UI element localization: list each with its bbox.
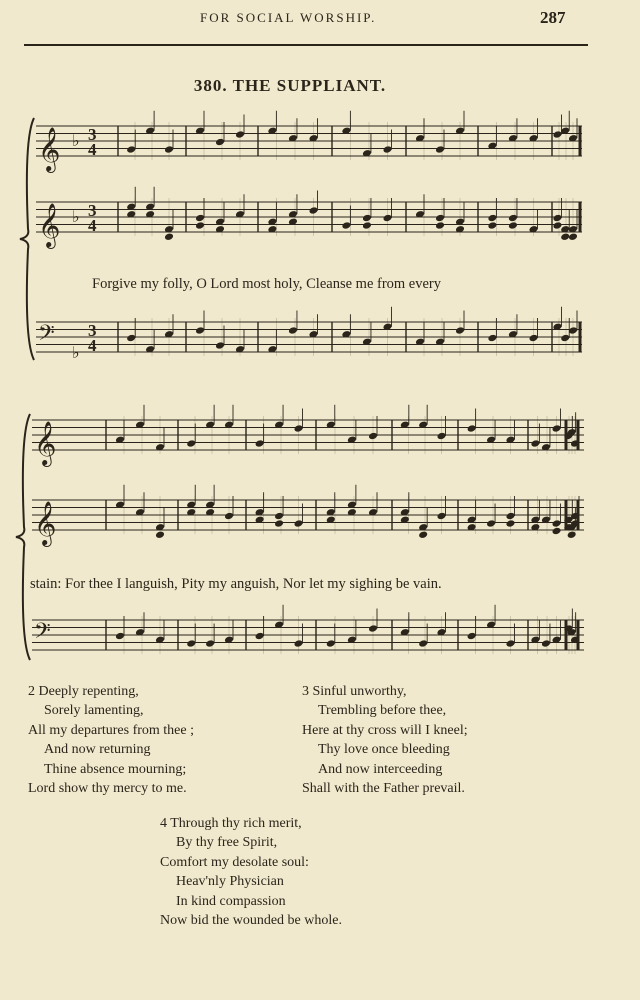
note-head [487, 221, 497, 230]
running-title: FOR SOCIAL WORSHIP. [200, 10, 377, 25]
system-brace [16, 414, 30, 660]
note-head [368, 432, 378, 441]
verse-line: Comfort my desolate soul: [160, 854, 309, 870]
note-head [508, 221, 518, 230]
note-head [552, 527, 562, 536]
note-head [541, 639, 551, 648]
time-signature-top: 3 [88, 125, 97, 144]
note-head [195, 214, 205, 223]
note-head [552, 424, 562, 433]
note-head [568, 232, 578, 241]
verse-line: Now bid the wounded be whole. [160, 913, 342, 929]
note-head [362, 214, 372, 223]
flat-sign-icon: ♭ [72, 131, 80, 150]
note-head [195, 326, 205, 335]
note-head [383, 145, 393, 154]
note-head [288, 326, 298, 335]
lyrics-line-1: Forgive my folly, O Lord most holy, Cleanse me from every [92, 276, 442, 292]
note-head [418, 530, 428, 539]
verse-line: In kind compassion [176, 893, 286, 909]
note-head [506, 519, 516, 528]
note-head [486, 519, 496, 528]
treble-clef-icon: 𝄞 [34, 501, 57, 545]
note-head [560, 334, 570, 343]
verse-line: 4 Through thy rich merit, [160, 816, 302, 831]
note-head [435, 214, 445, 223]
note-head [552, 214, 562, 223]
note-head [437, 432, 447, 441]
note-head [294, 639, 304, 648]
time-signature-top: 3 [88, 321, 97, 340]
note-head [164, 145, 174, 154]
verse-line: Trembling before thee, [318, 703, 447, 719]
note-head [255, 632, 265, 641]
note-head [552, 221, 562, 230]
note-head [437, 512, 447, 521]
note-head [205, 639, 215, 648]
note-head [126, 145, 136, 154]
note-head [326, 639, 336, 648]
note-head [383, 214, 393, 223]
lyrics-line-2: stain: For thee I languish, Pity my anguish, Nor let my sighing be vain. [30, 576, 442, 592]
flat-sign-icon: ♭ [72, 343, 80, 362]
note-head [235, 130, 245, 139]
note-head [506, 639, 516, 648]
verse-line: Shall with the Father prevail. [302, 781, 465, 797]
note-head [341, 221, 351, 230]
note-head [552, 519, 562, 528]
time-signature-bottom: 4 [88, 140, 97, 159]
verse-line: Lord show thy mercy to me. [28, 781, 187, 797]
note-head [215, 341, 225, 350]
verse-line: And now returning [44, 742, 151, 758]
note-head [294, 519, 304, 528]
time-signature-bottom: 4 [88, 336, 97, 355]
note-head [467, 424, 477, 433]
verse-line: Thine absence mourning; [44, 761, 187, 777]
note-head [506, 512, 516, 521]
flat-sign-icon: ♭ [72, 207, 80, 226]
treble-clef-icon: 𝄞 [34, 421, 57, 465]
note-head [560, 232, 570, 241]
treble-clef-icon: 𝄞 [38, 127, 61, 171]
verse-line: 2 Deeply repenting, [28, 684, 139, 699]
note-head [126, 334, 136, 343]
note-head [362, 221, 372, 230]
bass-clef-icon: 𝄢 [38, 321, 55, 351]
page-number: 287 [540, 8, 566, 27]
verse-line: Heav'nly Physician [176, 874, 284, 890]
bass-clef-icon: 𝄢 [34, 619, 51, 649]
note-head [155, 530, 165, 539]
note-head [467, 632, 477, 641]
note-head [368, 624, 378, 633]
verse-line: 3 Sinful unworthy, [302, 684, 407, 699]
note-head [418, 639, 428, 648]
note-head [529, 334, 539, 343]
note-head [294, 424, 304, 433]
verse-line: Here at thy cross will I kneel; [302, 722, 468, 738]
note-head [309, 206, 319, 215]
verse-line: And now interceeding [318, 761, 443, 777]
verse-line: Sorely lamenting, [44, 703, 144, 719]
verse-2 [28, 682, 194, 798]
note-head [164, 232, 174, 241]
verse-line: All my departures from thee ; [28, 722, 195, 738]
note-head [274, 519, 284, 528]
system-brace [20, 118, 34, 360]
verse-line: Thy love once bleeding [318, 742, 450, 758]
note-head [435, 221, 445, 230]
verse-4 [160, 814, 342, 930]
note-head [195, 221, 205, 230]
note-head [530, 439, 540, 448]
note-head [487, 214, 497, 223]
verse-line: By thy free Spirit, [176, 835, 278, 851]
note-head [186, 439, 196, 448]
time-signature-top: 3 [88, 201, 97, 220]
hymn-title: 380. THE SUPPLIANT. [193, 76, 387, 95]
note-head [215, 138, 225, 147]
note-head [508, 214, 518, 223]
note-head [435, 145, 445, 154]
note-head [186, 639, 196, 648]
note-head [487, 334, 497, 343]
note-head [224, 512, 234, 521]
note-head [255, 439, 265, 448]
time-signature-bottom: 4 [88, 216, 97, 235]
treble-clef-icon: 𝄞 [38, 203, 61, 247]
note-head [455, 326, 465, 335]
note-head [274, 512, 284, 521]
note-head [552, 130, 562, 139]
verse-3 [302, 682, 468, 798]
note-head [115, 632, 125, 641]
